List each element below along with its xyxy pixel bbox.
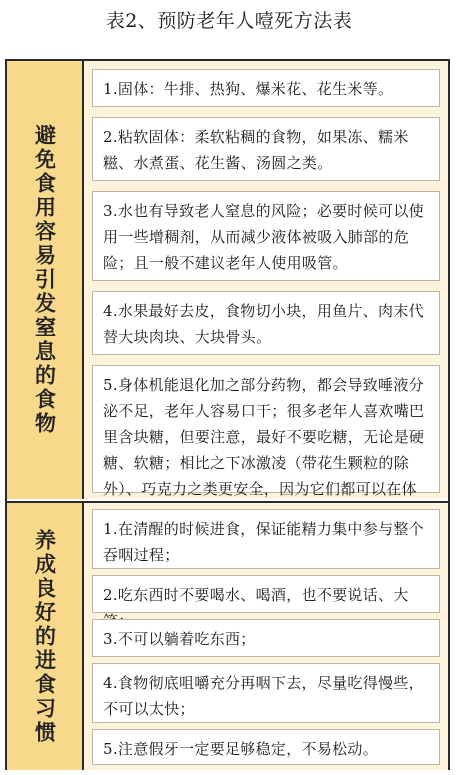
section-items — [84, 503, 448, 770]
section-items — [84, 61, 448, 499]
list-item: 2.粘软固体：柔软粘稠的食物，如果冻、糯米糍、水煮蛋、花生酱、汤圆之类。 — [92, 117, 440, 181]
section-label-cell — [7, 61, 84, 499]
list-item: 4.食物彻底咀嚼充分再咽下去，尽量吃得慢些，不可以太快； — [92, 663, 440, 723]
list-item: 4.水果最好去皮，食物切小块，用鱼片、肉末代替大块肉块、大块骨头。 — [92, 291, 440, 355]
table-title: 表2、预防老年人噎死方法表 — [105, 10, 353, 32]
list-item: 3.不可以躺着吃东西； — [92, 619, 440, 657]
list-item: 3.水也有导致老人窒息的风险；必要时候可以使用一些增稠剂，从而减少液体被吸入肺部的危险；且一般不建议老年人使用吸管。 — [92, 191, 440, 281]
list-item: 1.在清醒的时候进食，保证能精力集中参与整个吞咽过程； — [92, 509, 440, 569]
prevention-table — [5, 59, 450, 770]
section-eating-habits — [7, 501, 448, 770]
list-item: 5.身体机能退化加之部分药物，都会导致唾液分泌不足，老年人容易口干；很多老年人喜欢嘴巴里含块糖，但要注意，最好不要吃糖，无论是硬糖、软糖；相比之下冰激凌（带花生颗粒的除外）、巧克力之类更安全，因为它们都可以在体 — [92, 365, 440, 493]
section-label: 养成良好的进食习惯 — [32, 528, 57, 745]
section-avoid-foods — [7, 61, 448, 499]
section-label: 避免食用容易引发窒息的食物 — [32, 124, 57, 436]
list-item: 5.注意假牙一定要足够稳定，不易松动。 — [92, 729, 440, 765]
section-label-cell — [7, 503, 84, 770]
list-item: 1.固体：牛排、热狗、爆米花、花生米等。 — [92, 69, 440, 107]
list-item: 2.吃东西时不要喝水、喝酒，也不要说话、大 — [92, 575, 440, 613]
